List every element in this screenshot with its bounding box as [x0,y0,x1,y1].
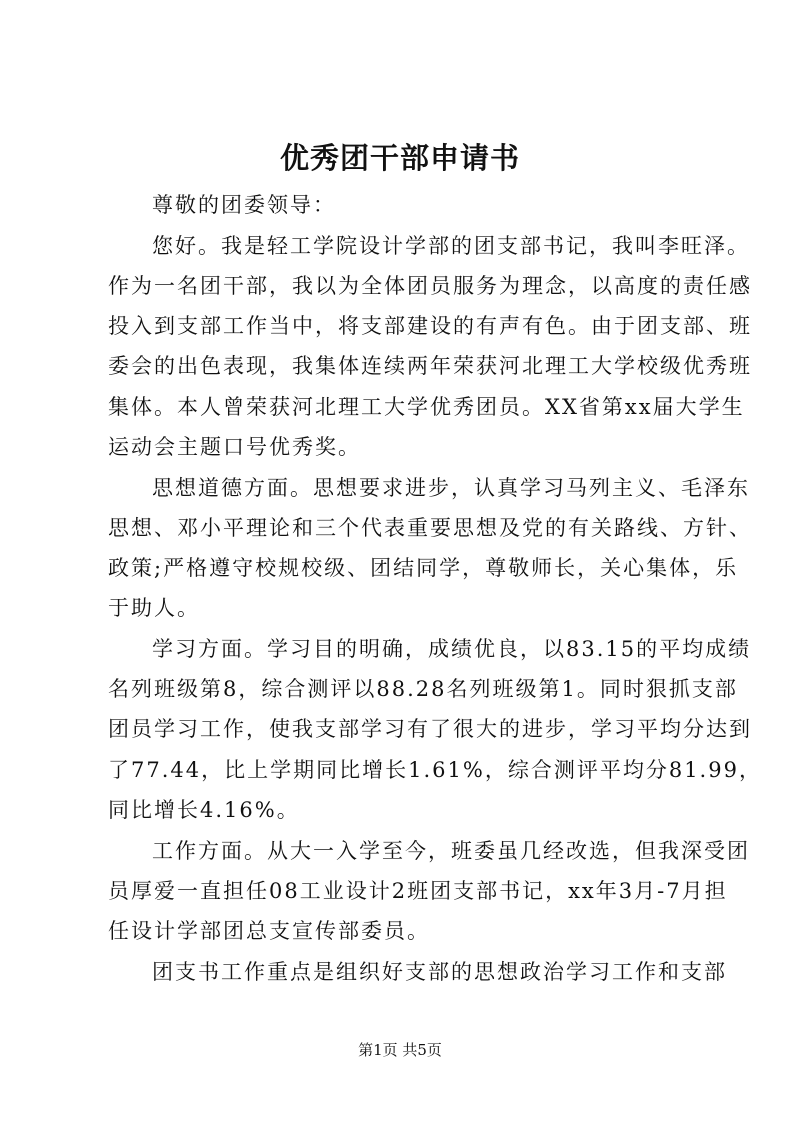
paragraph-line: 学习方面。学习目的明确，成绩优良，以83.15的平均成绩 [152,637,752,661]
paragraph-line: 作为一名团干部，我以为全体团员服务为理念，以高度的责任感 [108,274,752,298]
paragraph-line: 委会的出色表现，我集体连续两年荣获河北理工大学校级优秀班 [108,354,752,378]
paragraph-line: 名列班级第8，综合测评以88.28名列班级第1。同时狠抓支部 [108,677,738,701]
paragraph-line: 思想道德方面。思想要求进步，认真学习马列主义、毛泽东 [152,476,750,500]
salutation-line: 尊敬的团委领导： [152,193,336,217]
paragraph-line: 您好。我是轻工学院设计学部的团支部书记，我叫李旺泽。 [152,234,750,258]
paragraph-line: 集体。本人曾荣获河北理工大学优秀团员。XX省第xx届大学生 [108,395,745,419]
paragraph-line: 运动会主题口号优秀奖。 [108,435,361,459]
paragraph-line: 团员学习工作，使我支部学习有了很大的进步，学习平均分达到 [108,717,752,741]
document-title: 优秀团干部申请书 [279,141,520,175]
paragraph-line: 思想、邓小平理论和三个代表重要思想及党的有关路线、方针、 [108,516,752,540]
paragraph-line: 于助人。 [108,596,200,620]
paragraph-line: 投入到支部工作当中，将支部建设的有声有色。由于团支部、班 [108,314,752,338]
paragraph-line: 团支书工作重点是组织好支部的思想政治学习工作和支部 [152,960,727,984]
paragraph-line: 政策;严格遵守校规校级、团结同学，尊敬师长，关心集体，乐 [108,556,739,580]
paragraph-line: 了77.44，比上学期同比增长1.61%，综合测评平均分81.99， [108,758,762,782]
paragraph-line: 工作方面。从大一入学至今，班委虽几经改选，但我深受团 [152,839,750,863]
paragraph-line: 同比增长4.16%。 [108,798,300,822]
page-footer: 第1页 共5页 [358,1041,442,1059]
paragraph-line: 员厚爱一直担任08工业设计2班团支部书记，xx年3月-7月担 [108,879,728,903]
paragraph-line: 任设计学部团总支宣传部委员。 [108,919,430,943]
